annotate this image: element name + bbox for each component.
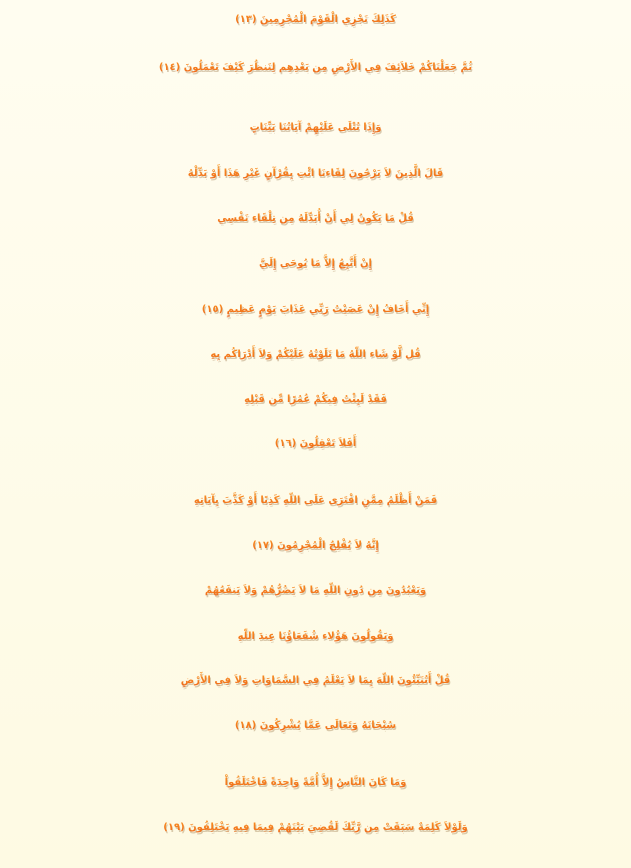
verse-line: إِنْ أَتَّبِعُ إِلاَّ مَا يُوحَى إِلَيَّ [0, 244, 631, 284]
verse-line: فَمَنْ أَظْلَمُ مِمَّنِ افْتَرَى عَلَى اللّهِ كَذِبًا أَوْ كَذَّبَ بِآيَاتِهِ [0, 481, 631, 521]
verse-line: قَالَ الَّذِينَ لاَ يَرْجُونَ لِقَاءنَا ائْتِ بِقُرْآنٍ غَيْرِ هَذَا أَوْ بَدِّلْهُ [0, 154, 631, 194]
verse-line: وَمَا كَانَ النَّاسُ إِلاَّ أُمَّةً وَاحِدَةً فَاخْتَلَفُواْ [0, 763, 631, 803]
verse-line: إِنَّهُ لاَ يُفْلِحُ الْمُجْرِمُونَ (١٧) [0, 526, 631, 566]
verse-line: وَإِذَا تُتْلَى عَلَيْهِمْ آيَاتُنَا بَيِّنَاتٍ [0, 108, 631, 148]
verse-line: قُلْ أَتُنَبِّئُونَ اللّهَ بِمَا لاَ يَعْلَمُ فِي السَّمَاوَاتِ وَلاَ فِي الأَرْضِ [0, 661, 631, 701]
verse-line: أَفَلاَ تَعْقِلُونَ (١٦) [0, 424, 631, 464]
verse-line: وَيَقُولُونَ هَؤُلاء شُفَعَاؤُنَا عِندَ اللّهِ [0, 617, 631, 657]
verse-line: فَقَدْ لَبِثْتُ فِيكُمْ عُمُرًا مِّن قَبْلِهِ [0, 380, 631, 420]
verse-line: ثُمَّ جَعَلْنَاكُمْ خَلاَئِفَ فِي الأَرْضِ مِن بَعْدِهِم لِنَنظُرَ كَيْفَ تَعْمَلُونَ (١٤) [0, 48, 631, 88]
verse-line: وَيَعْبُدُونَ مِن دُونِ اللّهِ مَا لاَ يَضُرُّهُمْ وَلاَ يَنفَعُهُمْ [0, 571, 631, 611]
verse-line: إِنِّي أَخَافُ إِنْ عَصَيْتُ رَبِّي عَذَابَ يَوْمٍ عَظِيمٍ (١٥) [0, 290, 631, 330]
verse-line: كَذَلِكَ نَجْزِي الْقَوْمَ الْمُجْرِمِينَ (١٣) [0, 0, 631, 40]
verse-line: وَلَوْلاَ كَلِمَةٌ سَبَقَتْ مِن رَّبِّكَ لَقُضِيَ بَيْنَهُمْ فِيمَا فِيهِ يَخْتَلِفُونَ (١٩) [0, 808, 631, 848]
verse-line: قُل لَّوْ شَاء اللّهُ مَا تَلَوْتُهُ عَلَيْكُمْ وَلاَ أَدْرَاكُم بِهِ [0, 335, 631, 375]
verse-line: سُبْحَانَهُ وَتَعَالَى عَمَّا يُشْرِكُونَ (١٨) [0, 706, 631, 746]
verse-line: قُلْ مَا يَكُونُ لِي أَنْ أُبَدِّلَهُ مِن تِلْقَاء نَفْسِي [0, 199, 631, 239]
